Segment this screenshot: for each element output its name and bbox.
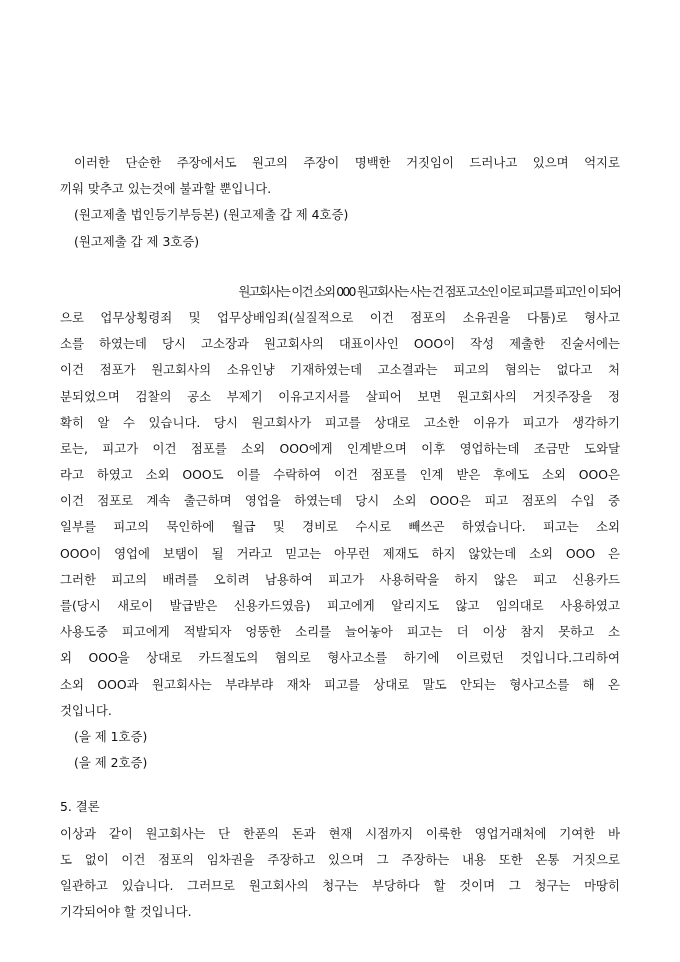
paragraph-line: 으로 업무상횡령죄 및 업무상배임죄(실질적으로 이건 점포의 소유권을 다툼)로 형사고: [60, 309, 620, 325]
document-page: [60, 150, 620, 925]
paragraph-line: 것입니다.: [60, 702, 112, 718]
paragraph-line: 일관하고 있습니다. 그러므로 원고회사의 청구는 부당하다 할 것이며 그 청구는 마땅히: [60, 877, 620, 893]
paragraph-line: 로는, 피고가 이건 점포를 소외 OOO에게 인계받으며 이후 영업하는데 조금만 도와달: [60, 440, 620, 456]
paragraph-line: 이건 점포로 계속 출근하며 영업을 하였는데 당시 소외 OOO은 피고 점포의 수입 중: [60, 493, 620, 509]
citation: (원고제출 갑 제 3호증): [74, 233, 200, 249]
paragraph-line: 를(당시 새로이 발급받은 신용카드였음) 피고에게 알리지도 않고 임의대로 사용하였고: [60, 598, 620, 613]
paragraph-line: 그러한 피고의 배려를 오히려 남용하여 피고가 사용허락을 하지 않은 피고 신용카드: [60, 571, 620, 587]
paragraph-line: 이러한 단순한 주장에서도 원고의 주장이 명백한 거짓임이 드러나고 있으며 억지로: [74, 155, 620, 170]
paragraph-line: 이상과 같이 원고회사는 단 한푼의 돈과 현재 시점까지 이룩한 영업거래처에 기여한 바: [60, 825, 620, 841]
paragraph-line: 라고 하였고 소외 OOO도 이를 수락하여 이건 점포를 인계 받은 후에도 소외 OOO은: [60, 467, 620, 483]
citation: (을 제 1호증): [74, 728, 148, 744]
paragraph-line: 일부를 피고의 묵인하에 월급 및 경비로 수시로 빼쓰곤 하였습니다. 피고는 소외: [60, 519, 620, 535]
paragraph-line: 소를 하였는데 당시 고소장과 원고회사의 대표이사인 OOO이 작성 제출한 진술서에는: [60, 336, 620, 352]
citation: (을 제 2호증): [74, 755, 148, 771]
paragraph-line: 도 없이 이건 점포의 임차권을 주장하고 있으며 그 주장하는 내용 또한 온통 거짓으로: [60, 851, 620, 867]
paragraph-line: 끼워 맞추고 있는것에 불과할 뿐입니다.: [60, 181, 272, 197]
paragraph-line: 외 OOO을 상대로 카드절도의 혐의로 형사고소를 하기에 이르렀던 것입니다.그리하여: [60, 650, 620, 666]
citation: (원고제출 법인등기부등본) (원고제출 갑 제 4호증): [74, 207, 349, 223]
paragraph-line: 분되었으며 검찰의 공소 부제기 이유고지서를 살피어 보면 원고회사의 거짓주장을 정: [60, 388, 620, 404]
overlapped-text-line: 원고회사는 이건 소외 000 원고회사는 사는 건 점포 고소인 이로 피고를 피고인 이 되어: [238, 283, 620, 299]
paragraph-line: 기각되어야 할 것입니다.: [60, 904, 192, 920]
paragraph-line: 이건 점포가 원고회사의 소유인냥 기재하였는데 고소결과는 피고의 혐의는 없다고 처: [60, 362, 620, 378]
paragraph-line: 확히 알 수 있습니다. 당시 원고회사가 피고를 상대로 고소한 이유가 피고가 생각하기: [60, 414, 620, 430]
paragraph-line: 사용도중 피고에게 적발되자 엉뚱한 소리를 늘어놓아 피고는 더 이상 참지 못하고 소: [60, 624, 620, 640]
section-heading: 5. 결론: [60, 799, 100, 815]
paragraph-line: OOO이 영업에 보탬이 될 거라고 믿고는 아무런 제재도 하지 않았는데 소외 OOO 은: [60, 545, 620, 561]
paragraph-line: 소외 OOO과 원고회사는 부랴부랴 재차 피고를 상대로 말도 안되는 형사고소를 해 온: [60, 676, 620, 692]
spacer: [60, 255, 620, 279]
spacer: [60, 776, 620, 794]
